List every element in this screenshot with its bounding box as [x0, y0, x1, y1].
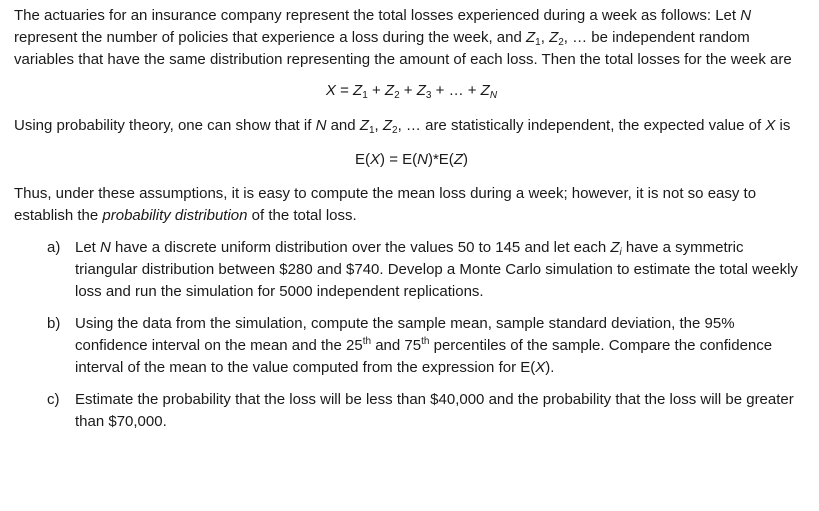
subscript-i: i — [619, 247, 622, 258]
subscript-2: 2 — [558, 37, 564, 48]
list-label-b: b) — [47, 315, 61, 332]
superscript-th: th — [362, 336, 372, 347]
expected-value-paragraph — [14, 115, 809, 137]
var-z: Z — [359, 117, 369, 134]
var-n: N — [417, 151, 428, 168]
comma: , — [540, 29, 550, 46]
var-x: X — [370, 151, 381, 168]
var-z: Z — [384, 82, 395, 99]
list-text-c: Estimate the probability that the loss will be less than $40,000 and the probability that the loss will be greater than $70,000. — [75, 391, 794, 430]
comma: , — [374, 117, 383, 134]
intro-text-3: , … be independent random variables that have the same distribution representing the amount of each loss. Then the total losses for the week are — [14, 29, 792, 68]
superscript-th: th — [421, 336, 430, 347]
para3-text-2: of the total loss. — [247, 207, 357, 224]
list-item-c — [47, 389, 809, 433]
intro-text-1: The actuaries for an insurance company represent the total losses experienced during a week as follows: Let — [14, 7, 741, 24]
item-b-text-1: Using the data from the simulation, compute the sample mean, sample standard deviation, the 95% confidence interval on the mean and the 25 — [75, 315, 735, 354]
item-b-text-4: ). — [545, 359, 555, 376]
list-label-a: a) — [47, 239, 61, 256]
item-a-text-1: Let — [75, 239, 101, 256]
item-b-text-3: percentiles of the sample. Compare the confidence interval of the mean to the value computed from the expression for E( — [75, 337, 773, 376]
list-label-c: c) — [47, 391, 60, 408]
equation-total-loss — [14, 80, 809, 102]
var-z: Z — [382, 117, 393, 134]
plus-ellipsis: + … + — [431, 82, 481, 99]
var-z: Z — [480, 82, 490, 99]
var-z: Z — [453, 151, 463, 168]
var-z: Z — [549, 29, 559, 46]
subscript-2: 2 — [394, 90, 400, 101]
plus: + — [399, 82, 417, 99]
eq2-part-4: ) — [462, 151, 468, 168]
subscript-2: 2 — [392, 125, 398, 136]
para2-text-1: Using probability theory, one can show that if — [14, 117, 316, 134]
distribution-paragraph — [14, 183, 809, 227]
intro-paragraph — [14, 5, 809, 71]
subscript-n: N — [489, 90, 498, 101]
list-text-b — [75, 313, 809, 379]
var-z: Z — [416, 82, 426, 99]
var-x: X — [765, 117, 776, 134]
para3-text-1: Thus, under these assumptions, it is easy to compute the mean loss during a week; however, it is not so easy to establish the — [14, 185, 757, 224]
var-n: N — [100, 239, 111, 256]
item-a-text-2: have a discrete uniform distribution over the values 50 to 145 and let each — [110, 239, 611, 256]
eq2-part-2: ) = E( — [380, 151, 418, 168]
var-x: X — [325, 82, 336, 99]
intro-text-2: represent the number of policies that experience a loss during the week, and — [14, 29, 526, 46]
var-x: X — [535, 359, 546, 376]
list-item-a — [47, 237, 809, 303]
eq2-part-1: E( — [355, 151, 371, 168]
list-text-a — [75, 237, 809, 303]
subscript-1: 1 — [368, 125, 375, 136]
eq2-part-3: )*E( — [427, 151, 454, 168]
para2-text-4: is — [775, 117, 791, 134]
plus: + — [367, 82, 385, 99]
para2-text-2: and — [326, 117, 360, 134]
list-item-b — [47, 313, 809, 379]
para2-text-3: , … are statistically independent, the expected value of — [397, 117, 766, 134]
var-n: N — [315, 117, 327, 134]
var-z: Z — [610, 239, 620, 256]
var-n: N — [740, 7, 752, 24]
var-z: Z — [525, 29, 536, 46]
subscript-1: 1 — [362, 90, 368, 101]
item-b-text-2: and 75 — [371, 337, 422, 354]
subscript-3: 3 — [425, 90, 432, 101]
equation-expected-value — [14, 149, 809, 171]
equals: = — [335, 82, 354, 99]
var-z: Z — [353, 82, 363, 99]
emphasis-probability-distribution: probability distribution — [102, 207, 248, 224]
subscript-1: 1 — [535, 37, 541, 48]
item-a-text-3: have a symmetric triangular distribution between $280 and $740. Develop a Monte Carlo simulation to estimate the total weekly loss and run the simulation for 5000 independent replications. — [75, 239, 798, 300]
